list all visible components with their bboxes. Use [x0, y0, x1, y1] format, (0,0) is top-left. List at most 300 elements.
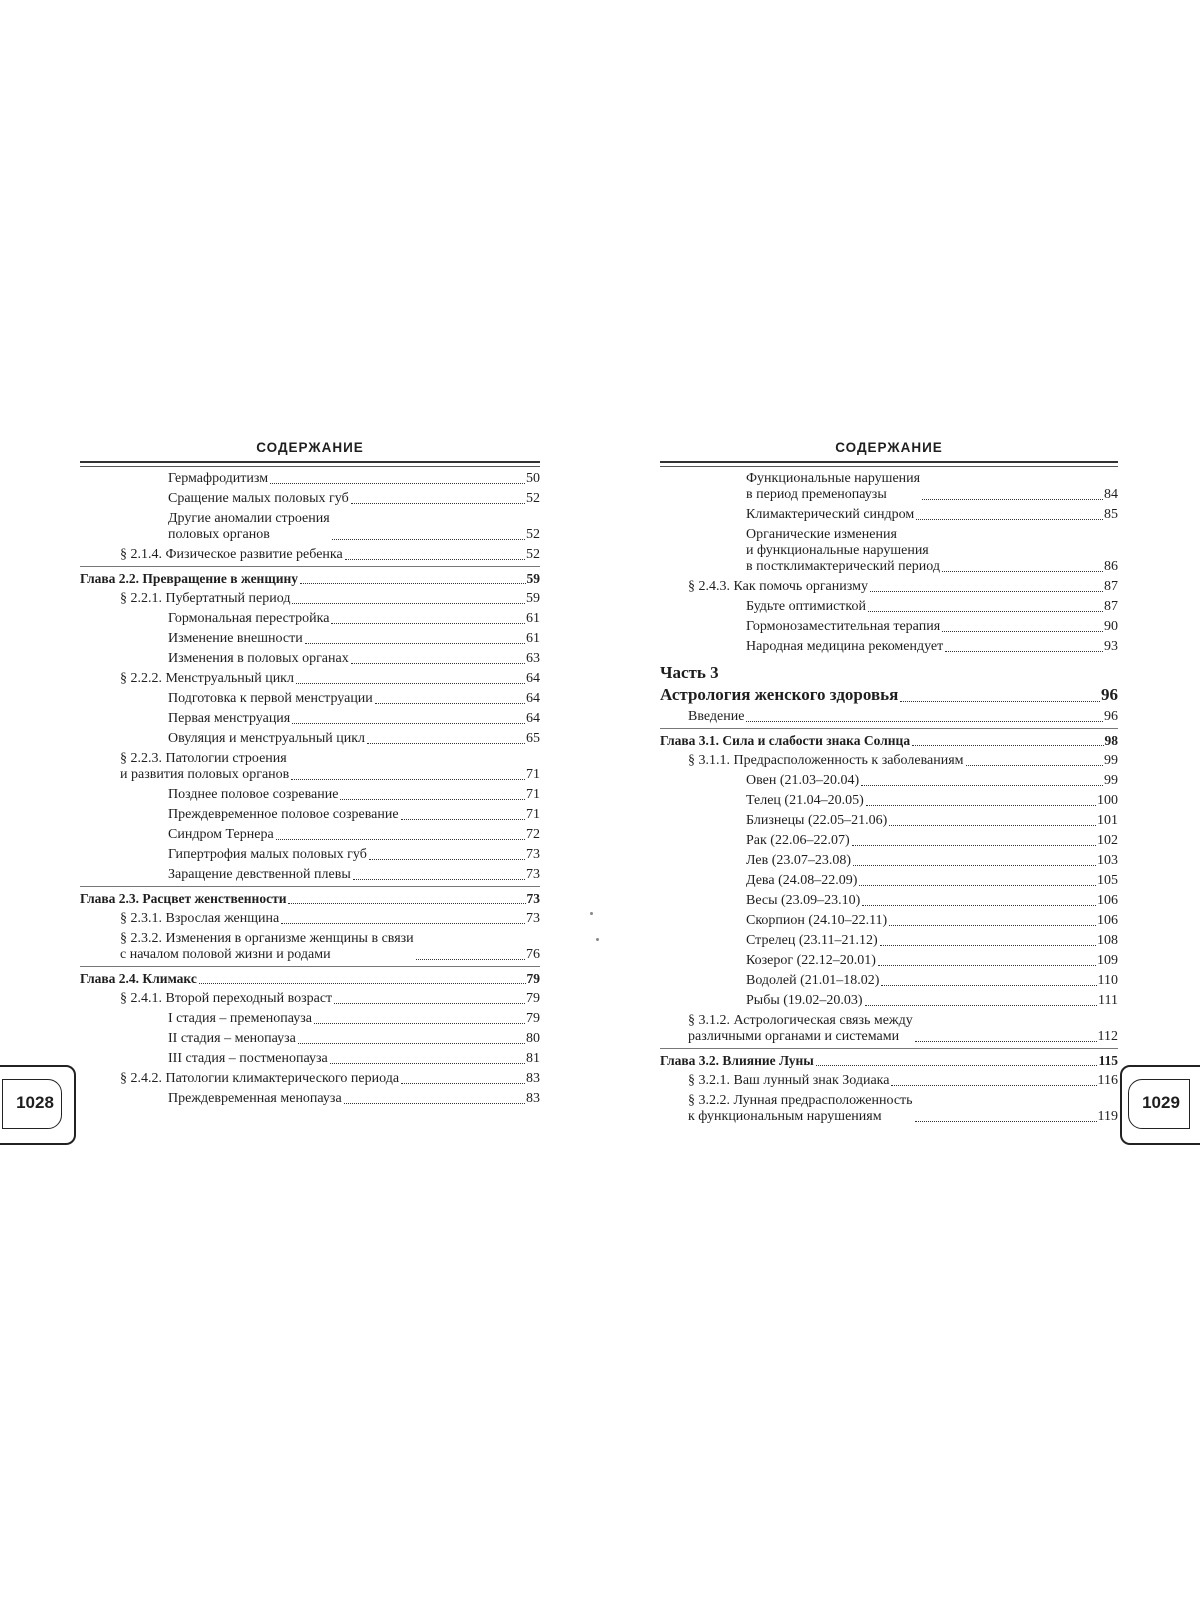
toc-page-number: 50	[526, 471, 540, 486]
toc-page-number: 87	[1104, 599, 1118, 614]
dot-leader	[281, 923, 525, 924]
toc-entry	[80, 471, 540, 487]
toc-entry-title	[660, 733, 910, 749]
toc-entry	[80, 511, 540, 543]
toc-entry	[80, 891, 540, 907]
toc-entry-line: Весы (23.09–23.10)	[746, 893, 861, 908]
dot-leader	[330, 1063, 525, 1064]
toc-entry-line: § 2.2.1. Пубертатный период	[120, 591, 291, 606]
toc-page-number: 61	[526, 631, 540, 646]
toc-entry-line: Первая менструация	[168, 711, 291, 726]
dot-leader	[816, 1065, 1098, 1066]
toc-entry	[80, 711, 540, 727]
toc-page-number: 86	[1104, 559, 1118, 574]
toc-entry-title	[746, 599, 866, 615]
toc-entry	[660, 773, 1118, 789]
dot-leader	[345, 559, 525, 560]
toc-entry	[660, 619, 1118, 635]
dot-leader	[353, 879, 525, 880]
toc-entry-line: § 2.3.2. Изменения в организме женщины в связи	[120, 931, 414, 946]
toc-entry-title	[168, 651, 349, 667]
toc-entry-line: § 2.1.4. Физическое развитие ребенка	[120, 547, 343, 562]
toc-entry-title	[746, 973, 879, 989]
toc-entry-line: § 2.2.2. Менструальный цикл	[120, 671, 294, 686]
toc-page-number: 85	[1104, 507, 1118, 522]
toc-entry	[660, 993, 1118, 1009]
toc-entry	[660, 833, 1118, 849]
toc-entry-line: § 3.2.2. Лунная предрасположенность	[688, 1093, 913, 1108]
toc-entry-title	[168, 1011, 312, 1027]
dot-leader	[853, 865, 1096, 866]
toc-page-number: 79	[526, 991, 540, 1006]
toc-entry-title	[80, 891, 286, 907]
running-head: СОДЕРЖАНИЕ	[256, 440, 364, 455]
dot-leader	[334, 1003, 525, 1004]
toc-entry	[80, 867, 540, 883]
toc-entry-line: Функциональные нарушения	[746, 471, 921, 486]
toc-entry-line: § 2.2.3. Патологии строения	[120, 751, 287, 766]
toc-entry-line: и функциональные нарушения	[746, 543, 929, 558]
dot-leader	[942, 631, 1103, 632]
toc-entry-title	[688, 709, 744, 725]
dot-leader	[401, 819, 525, 820]
toc-entry-line: § 2.4.1. Второй переходный возраст	[120, 991, 333, 1006]
toc-page-number: 108	[1097, 933, 1118, 948]
toc-entry-line: к функциональным нарушениям	[688, 1109, 882, 1124]
toc-entry	[660, 639, 1118, 655]
toc-page-number: 81	[526, 1051, 540, 1066]
toc-entry	[660, 709, 1118, 725]
toc-entry-title	[120, 931, 414, 963]
toc-entry	[80, 611, 540, 627]
dot-leader	[878, 965, 1096, 966]
table-of-contents	[80, 471, 540, 1107]
toc-page-number: 100	[1097, 793, 1118, 808]
toc-entry-title	[688, 753, 964, 769]
toc-entry-title	[688, 579, 868, 595]
dot-leader	[298, 1043, 525, 1044]
toc-entry-title	[746, 913, 887, 929]
dot-leader	[300, 583, 525, 584]
toc-entry-title	[746, 471, 920, 503]
toc-page-number: 116	[1097, 1073, 1118, 1088]
toc-entry-line: Климактерический синдром	[746, 507, 915, 522]
toc-entry-title	[168, 471, 268, 487]
toc-entry-line: § 2.3.1. Взрослая женщина	[120, 911, 280, 926]
toc-entry-line: Глава 2.4. Климакс	[80, 971, 197, 986]
toc-entry-line: Стрелец (23.11–21.12)	[746, 933, 878, 948]
toc-entry-line: I стадия – пременопауза	[168, 1011, 312, 1026]
toc-entry-line: Синдром Тернера	[168, 827, 274, 842]
dot-leader	[292, 723, 525, 724]
dot-leader	[945, 651, 1103, 652]
toc-entry	[80, 591, 540, 607]
toc-entry-title	[168, 731, 365, 747]
toc-entry-title	[688, 1073, 889, 1089]
toc-entry-title	[168, 711, 290, 727]
toc-page-number: 90	[1104, 619, 1118, 634]
toc-entry-title	[168, 807, 399, 823]
toc-entry	[80, 787, 540, 803]
toc-entry	[660, 1013, 1118, 1045]
toc-page-number: 64	[526, 711, 540, 726]
dot-leader	[866, 805, 1096, 806]
toc-page-number: 79	[526, 971, 540, 986]
toc-page-number: 52	[526, 527, 540, 542]
toc-entry-line: Глава 3.1. Сила и слабости знака Солнца	[660, 733, 911, 748]
dot-leader	[291, 779, 525, 780]
toc-entry-line: Близнецы (22.05–21.06)	[746, 813, 888, 828]
toc-entry-title	[168, 691, 373, 707]
toc-entry-line: § 3.2.1. Ваш лунный знак Зодиака	[688, 1073, 890, 1088]
toc-page-number: 106	[1097, 893, 1118, 908]
toc-entry-line: Глава 3.2. Влияние Луны	[660, 1053, 814, 1068]
dot-leader	[861, 785, 1103, 786]
dot-leader	[401, 1083, 525, 1084]
toc-entry	[80, 631, 540, 647]
toc-entry	[80, 1011, 540, 1027]
toc-entry	[80, 671, 540, 687]
toc-entry-title	[688, 1093, 913, 1125]
toc-entry-line: Органические изменения	[746, 527, 897, 542]
toc-entry-line: Подготовка к первой менструации	[168, 691, 373, 706]
toc-entry-line: § 3.1.1. Предрасположенность к заболеваниям	[688, 753, 964, 768]
toc-entry-title	[168, 611, 329, 627]
toc-entry-title	[746, 893, 860, 909]
toc-entry-line: Позднее половое созревание	[168, 787, 339, 802]
toc-page-number: 102	[1097, 833, 1118, 848]
toc-entry-line: Народная медицина рекомендует	[746, 639, 944, 654]
toc-entry	[80, 807, 540, 823]
toc-page-number: 59	[526, 591, 540, 606]
toc-entry	[80, 847, 540, 863]
dot-leader	[891, 1085, 1096, 1086]
toc-entry-line: Скорпион (24.10–22.11)	[746, 913, 888, 928]
dot-leader	[351, 503, 525, 504]
dot-leader	[870, 591, 1103, 592]
toc-entry-line: Введение	[688, 709, 745, 724]
toc-page-number: 98	[1104, 733, 1118, 748]
page-number-tab-left	[0, 1065, 76, 1145]
toc-entry-line: Овуляция и менструальный цикл	[168, 731, 366, 746]
toc-page-number: 64	[526, 671, 540, 686]
dot-leader	[852, 845, 1096, 846]
toc-entry	[80, 1091, 540, 1107]
toc-entry-title	[168, 847, 367, 863]
toc-entry-line: Преждевременное половое созревание	[168, 807, 399, 822]
toc-entry	[80, 751, 540, 783]
toc-entry-title	[120, 671, 294, 687]
toc-page-number: 119	[1097, 1109, 1118, 1124]
dot-leader	[369, 859, 525, 860]
toc-entry	[660, 599, 1118, 615]
toc-page-number: 71	[526, 767, 540, 782]
toc-entry-title	[120, 751, 289, 783]
toc-entry	[660, 471, 1118, 503]
dot-leader	[375, 703, 525, 704]
toc-page-number: 83	[526, 1071, 540, 1086]
dot-leader	[331, 623, 525, 624]
toc-entry	[660, 913, 1118, 929]
toc-page-number: 52	[526, 547, 540, 562]
toc-entry-line: II стадия – менопауза	[168, 1031, 296, 1046]
toc-entry-title	[168, 1051, 328, 1067]
toc-entry-title	[168, 511, 330, 543]
toc-entry-line: и развития половых органов	[120, 767, 290, 782]
gutter-speck	[590, 912, 593, 915]
toc-entry-line: Будьте оптимисткой	[746, 599, 866, 614]
toc-entry-line: в постклимактерический период	[746, 559, 941, 574]
toc-entry-title	[660, 1053, 814, 1069]
toc-entry-line: Телец (21.04–20.05)	[746, 793, 864, 808]
chapter-rule	[80, 566, 540, 567]
dot-leader	[868, 611, 1103, 612]
toc-entry-title	[80, 971, 197, 987]
toc-page-number: 112	[1097, 1029, 1118, 1044]
toc-entry	[660, 933, 1118, 949]
toc-entry-line: Дева (24.08–22.09)	[746, 873, 858, 888]
toc-entry-title	[120, 547, 343, 563]
toc-entry-line: Рак (22.06–22.07)	[746, 833, 850, 848]
toc-entry-title	[660, 685, 898, 705]
running-head: СОДЕРЖАНИЕ	[835, 440, 943, 455]
page-number-tab-right	[1120, 1065, 1200, 1145]
toc-entry	[80, 491, 540, 507]
toc-page-number: 73	[526, 847, 540, 862]
dot-leader	[889, 925, 1096, 926]
right-page	[660, 440, 1118, 1125]
toc-page-number: 83	[526, 1091, 540, 1106]
toc-entry-line: Овен (21.03–20.04)	[746, 773, 860, 788]
toc-entry	[80, 931, 540, 963]
dot-leader	[292, 603, 525, 604]
dot-leader	[314, 1023, 525, 1024]
toc-entry-title	[746, 993, 863, 1009]
toc-entry-title	[168, 1031, 296, 1047]
toc-entry-line: Сращение малых половых губ	[168, 491, 349, 506]
toc-entry-line: Изменение внешности	[168, 631, 303, 646]
toc-page-number: 105	[1097, 873, 1118, 888]
toc-entry	[80, 691, 540, 707]
toc-entry-title	[688, 1013, 913, 1045]
toc-entry-title	[746, 953, 876, 969]
toc-page-number: 80	[526, 1031, 540, 1046]
toc-entry-title	[746, 873, 857, 889]
dot-leader	[942, 571, 1103, 572]
dot-leader	[276, 839, 525, 840]
dot-leader	[862, 905, 1096, 906]
toc-entry	[660, 853, 1118, 869]
dot-leader	[199, 983, 526, 984]
toc-entry-line: Глава 2.3. Расцвет женственности	[80, 891, 287, 906]
toc-entry-line: Гипертрофия малых половых губ	[168, 847, 367, 862]
toc-page-number: 63	[526, 651, 540, 666]
toc-entry-title	[746, 833, 850, 849]
toc-entry-line: Другие аномалии строения	[168, 511, 330, 526]
toc-entry-title	[746, 853, 851, 869]
toc-page-number: 99	[1104, 773, 1118, 788]
toc-entry	[80, 731, 540, 747]
toc-entry-line: § 3.1.2. Астрологическая связь между	[688, 1013, 913, 1028]
toc-entry-line: Рыбы (19.02–20.03)	[746, 993, 863, 1008]
toc-page-number: 73	[526, 891, 540, 906]
toc-entry-line: в период пременопаузы	[746, 487, 887, 502]
toc-entry	[660, 893, 1118, 909]
toc-page-number: 96	[1104, 709, 1118, 724]
dot-leader	[865, 1005, 1097, 1006]
toc-entry	[80, 991, 540, 1007]
toc-page-number: 115	[1098, 1053, 1118, 1068]
dot-leader	[922, 499, 1103, 500]
header-rule	[660, 461, 1118, 467]
toc-page-number: 96	[1101, 685, 1118, 704]
toc-entry-line: Глава 2.2. Превращение в женщину	[80, 571, 299, 586]
toc-page-number: 93	[1104, 639, 1118, 654]
toc-entry-title	[746, 933, 878, 949]
page-number: 1028	[16, 1093, 54, 1112]
toc-entry-title	[120, 591, 290, 607]
toc-entry	[660, 733, 1118, 749]
page-number: 1029	[1142, 1093, 1180, 1112]
dot-leader	[416, 959, 525, 960]
toc-entry-title	[168, 1091, 342, 1107]
toc-page-number: 79	[526, 1011, 540, 1026]
toc-entry	[660, 973, 1118, 989]
toc-page-number: 106	[1097, 913, 1118, 928]
header-rule	[80, 461, 540, 467]
toc-entry	[80, 651, 540, 667]
toc-entry-title	[168, 631, 303, 647]
toc-page-number: 71	[526, 787, 540, 802]
toc-entry	[660, 793, 1118, 809]
toc-entry	[660, 527, 1118, 575]
toc-page-number: 71	[526, 807, 540, 822]
toc-entry-title	[168, 787, 338, 803]
toc-entry	[660, 953, 1118, 969]
toc-entry-title	[746, 507, 914, 523]
toc-entry-title	[746, 619, 940, 635]
toc-entry	[660, 813, 1118, 829]
toc-entry-line: половых органов	[168, 527, 270, 542]
chapter-rule	[660, 728, 1118, 729]
toc-page-number: 109	[1097, 953, 1118, 968]
toc-entry-line: § 2.4.3. Как помочь организму	[688, 579, 868, 594]
toc-page-number: 61	[526, 611, 540, 626]
table-of-contents	[660, 471, 1118, 1125]
dot-leader	[915, 1121, 1097, 1122]
toc-page-number: 103	[1097, 853, 1118, 868]
toc-entry	[80, 911, 540, 927]
toc-entry	[660, 1073, 1118, 1089]
dot-leader	[296, 683, 525, 684]
chapter-rule	[80, 966, 540, 967]
toc-entry	[80, 1071, 540, 1087]
toc-page-number: 59	[526, 571, 540, 586]
toc-entry-line: Преждевременная менопауза	[168, 1091, 342, 1106]
toc-entry	[80, 971, 540, 987]
toc-page-number: 84	[1104, 487, 1118, 502]
toc-entry-title	[746, 527, 940, 575]
toc-entry-title	[80, 571, 298, 587]
toc-page-number: 76	[526, 947, 540, 962]
dot-leader	[916, 519, 1103, 520]
toc-page-number: 52	[526, 491, 540, 506]
toc-entry	[80, 547, 540, 563]
toc-entry-title	[120, 911, 279, 927]
toc-entry-line: Гормонозаместительная терапия	[746, 619, 941, 634]
toc-entry-line: различными органами и системами	[688, 1029, 900, 1044]
toc-entry-line: Водолей (21.01–18.02)	[746, 973, 880, 988]
dot-leader	[912, 745, 1103, 746]
toc-entry	[660, 1053, 1118, 1069]
toc-page-number: 99	[1104, 753, 1118, 768]
toc-entry-line: Часть 3	[660, 663, 719, 682]
chapter-rule	[660, 1048, 1118, 1049]
toc-entry-line: Астрология женского здоровья	[660, 685, 899, 704]
dot-leader	[340, 799, 525, 800]
toc-page-number: 64	[526, 691, 540, 706]
toc-entry-title	[660, 663, 1118, 683]
gutter-speck	[596, 938, 599, 941]
dot-leader	[344, 1103, 525, 1104]
toc-entry-line: III стадия – постменопауза	[168, 1051, 328, 1066]
toc-page-number: 73	[526, 867, 540, 882]
toc-entry	[660, 685, 1118, 705]
dot-leader	[270, 483, 525, 484]
toc-page-number: 72	[526, 827, 540, 842]
toc-entry-title	[168, 491, 349, 507]
toc-page-number: 73	[526, 911, 540, 926]
toc-entry-title	[746, 793, 864, 809]
toc-page-number: 65	[526, 731, 540, 746]
toc-entry	[80, 1051, 540, 1067]
chapter-rule	[80, 886, 540, 887]
toc-page-number: 111	[1098, 993, 1118, 1008]
dot-leader	[900, 701, 1100, 702]
toc-entry-line: Козерог (22.12–20.01)	[746, 953, 876, 968]
dot-leader	[288, 903, 525, 904]
dot-leader	[746, 721, 1103, 722]
toc-entry-line: Гермафродитизм	[168, 471, 269, 486]
left-page	[80, 440, 540, 1107]
toc-entry	[660, 1093, 1118, 1125]
dot-leader	[332, 539, 525, 540]
toc-entry	[660, 753, 1118, 769]
toc-page-number: 87	[1104, 579, 1118, 594]
toc-entry	[660, 873, 1118, 889]
toc-entry	[660, 663, 1118, 683]
dot-leader	[915, 1041, 1097, 1042]
toc-entry	[80, 1031, 540, 1047]
toc-entry-title	[746, 813, 887, 829]
toc-entry	[660, 579, 1118, 595]
dot-leader	[881, 985, 1096, 986]
toc-entry	[660, 507, 1118, 523]
toc-page-number: 101	[1097, 813, 1118, 828]
toc-entry-title	[168, 827, 274, 843]
toc-entry-title	[120, 1071, 399, 1087]
toc-entry-title	[120, 991, 332, 1007]
dot-leader	[859, 885, 1096, 886]
dot-leader	[367, 743, 525, 744]
toc-entry-line: § 2.4.2. Патологии климактерического периода	[120, 1071, 400, 1086]
toc-entry-title	[746, 639, 943, 655]
toc-entry-line: Лев (23.07–23.08)	[746, 853, 852, 868]
dot-leader	[966, 765, 1104, 766]
toc-entry-line: Гормональная перестройка	[168, 611, 330, 626]
dot-leader	[880, 945, 1096, 946]
toc-entry-title	[746, 773, 859, 789]
